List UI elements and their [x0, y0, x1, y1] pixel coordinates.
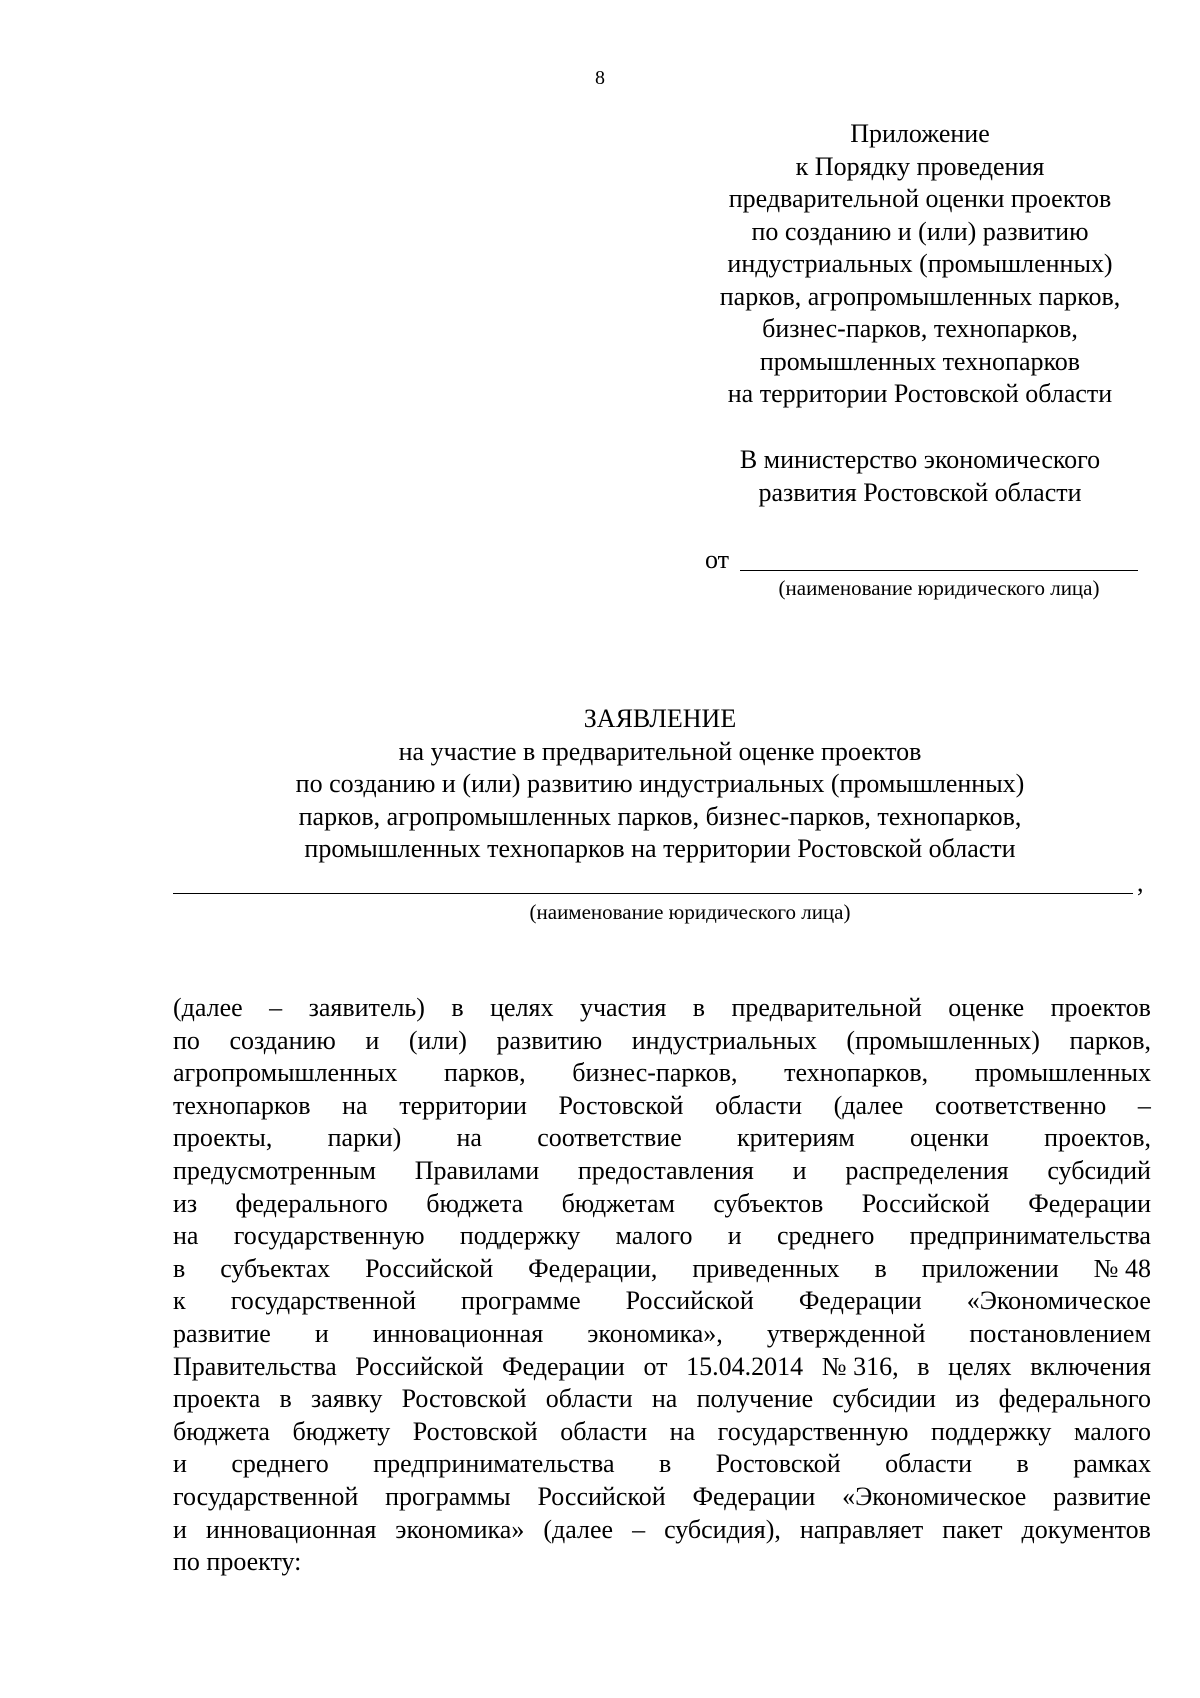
body-word: и [173, 1514, 187, 1544]
body-line [173, 1057, 1151, 1090]
body-word: в [1016, 1449, 1029, 1479]
body-word: области [885, 1449, 972, 1479]
body-word: и [792, 1155, 807, 1185]
body-word: постановлением [969, 1318, 1151, 1348]
body-word: малого [1073, 1416, 1151, 1446]
body-word: № 316, [821, 1351, 899, 1381]
body-word: индустриальных [631, 1025, 817, 1055]
body-word: Федерации [798, 1286, 922, 1316]
body-word: заявитель) [308, 993, 425, 1022]
body-word: целях [490, 993, 554, 1022]
subtitle-line: на участие в предварительной оценке проектов [398, 736, 922, 766]
body-line [173, 1514, 1151, 1547]
body-word: федерального [998, 1384, 1151, 1414]
subtitle-line: парков, агропромышленных парков, бизнес-парков, технопарков, [298, 801, 1022, 831]
appendix-line: предварительной оценки проектов [728, 184, 1112, 213]
body-word: среднего [231, 1449, 329, 1479]
appendix-line: индустриальных (промышленных) [727, 249, 1113, 278]
body-word: государственную [233, 1221, 425, 1251]
body-word: предусмотренным [173, 1155, 376, 1185]
body-word: развитие [173, 1318, 271, 1348]
body-word: предпринимательства [909, 1221, 1151, 1251]
body-word: Федерации, [528, 1253, 658, 1283]
body-word: приложении [921, 1253, 1059, 1283]
body-line [173, 1122, 1151, 1155]
body-word: Ростовской [558, 1090, 684, 1120]
body-word: и [314, 1318, 329, 1348]
body-word: оценки [909, 1123, 989, 1153]
body-word: распределения [845, 1155, 1009, 1185]
body-word: – [269, 993, 283, 1022]
body-word: проектов, [1044, 1123, 1151, 1153]
body-word: развитию [496, 1025, 603, 1055]
body-word: к [173, 1286, 186, 1316]
body-word: по проекту: [173, 1547, 302, 1577]
body-word: на [669, 1416, 696, 1446]
entity-name-caption: (наименование юридического лица) [529, 900, 851, 924]
body-word: (далее [833, 1090, 904, 1120]
body-word: субъектах [220, 1253, 331, 1283]
body-word: № 48 [1093, 1253, 1151, 1283]
body-word: в [451, 993, 464, 1022]
body-word: «Экономическое [966, 1286, 1151, 1316]
body-word: рамках [1073, 1449, 1151, 1479]
body-line [173, 1351, 1151, 1384]
body-word: участия [579, 993, 667, 1022]
body-word: (далее [543, 1514, 614, 1544]
body-line [173, 1285, 1151, 1318]
body-word: на [651, 1384, 678, 1414]
body-line [173, 1416, 1151, 1449]
body-word: приведенных [692, 1253, 840, 1283]
body-word: бюджета [173, 1416, 270, 1446]
body-word: субъектов [713, 1188, 824, 1218]
body-word: парков, [444, 1058, 526, 1088]
body-word: Российской [355, 1351, 484, 1381]
body-word: критериям [736, 1123, 855, 1153]
body-word: Федерации [692, 1481, 816, 1511]
body-line [173, 1481, 1151, 1514]
body-word: бюджетам [561, 1188, 675, 1218]
body-word: – [1137, 1090, 1151, 1120]
body-word: области [715, 1090, 802, 1120]
body-word: агропромышленных [173, 1058, 398, 1088]
entity-name-blank-line [173, 893, 1133, 894]
body-word: включения [1030, 1351, 1151, 1381]
body-line [173, 1318, 1151, 1351]
body-word: документов [1021, 1514, 1151, 1544]
body-word: поддержку [931, 1416, 1052, 1446]
body-word: (промышленных) [846, 1025, 1040, 1055]
addressee-block [680, 443, 1160, 509]
body-word: Российской [625, 1286, 754, 1316]
body-word: инновационная [372, 1318, 544, 1348]
body-word: направляет [799, 1514, 924, 1544]
body-line [173, 1383, 1151, 1416]
body-line [173, 1090, 1151, 1123]
body-word: экономика», [587, 1318, 723, 1348]
body-word: соответственно [934, 1090, 1107, 1120]
body-word: государственной [173, 1481, 359, 1511]
body-word: субсидий [1047, 1155, 1151, 1185]
body-word: в [917, 1351, 930, 1381]
body-word: программе [461, 1286, 581, 1316]
document-title: ЗАЯВЛЕНИЕ [583, 704, 737, 733]
body-word: программы [385, 1481, 511, 1511]
body-word: соответствие [537, 1123, 682, 1153]
appendix-line: парков, агропромышленных парков, [719, 281, 1121, 311]
body-word: созданию [229, 1025, 336, 1055]
body-word: Федерации [1028, 1188, 1151, 1218]
appendix-line: бизнес-парков, технопарков, [762, 314, 1078, 343]
appendix-line: к Порядку проведения [795, 151, 1045, 181]
body-word: из [955, 1384, 980, 1414]
body-word: Правилами [414, 1155, 540, 1185]
from-entity-blank-line [740, 570, 1138, 571]
subtitle-line: по созданию и (или) развитию индустриальных (промышленных) [295, 769, 1025, 798]
body-word: бюджету [292, 1416, 391, 1446]
body-word: субсидия), [664, 1514, 781, 1544]
body-word: Российской [365, 1253, 494, 1283]
body-word: в [658, 1449, 672, 1479]
body-word: государственной [230, 1286, 416, 1316]
appendix-header [680, 118, 1160, 411]
body-word: области [560, 1416, 648, 1446]
body-word: Российской [861, 1188, 990, 1218]
body-word: территории [399, 1090, 527, 1120]
body-word: 15.04.2014 [686, 1351, 804, 1381]
appendix-line: промышленных технопарков [759, 346, 1081, 376]
body-word: и [365, 1025, 380, 1055]
body-word: области [545, 1384, 633, 1414]
appendix-line: по созданию и (или) развитию [751, 216, 1089, 246]
body-word: парки) [327, 1123, 402, 1153]
body-word: проектов [1050, 993, 1151, 1022]
body-word: проекта [173, 1384, 261, 1414]
body-word: Правительства [173, 1351, 337, 1381]
body-word: предпринимательства [373, 1449, 615, 1479]
body-word: от [643, 1351, 668, 1381]
appendix-line: на территории Ростовской области [727, 379, 1113, 408]
document-title-block [0, 703, 1200, 866]
entity-name-comma: , [1137, 868, 1144, 897]
body-word: утвержденной [766, 1318, 926, 1348]
body-line [173, 1220, 1151, 1253]
body-word: развитие [1053, 1481, 1151, 1511]
body-line [173, 1546, 1151, 1579]
body-word: федерального [235, 1188, 388, 1218]
body-word: пакет [942, 1514, 1003, 1544]
body-line [173, 1188, 1151, 1221]
body-word: на [342, 1090, 368, 1120]
body-word: бизнес-парков, [572, 1058, 738, 1088]
body-word: «Экономическое [842, 1481, 1027, 1511]
body-word: оценке [948, 993, 1025, 1022]
from-label: от [705, 545, 730, 574]
subtitle-line: промышленных технопарков на территории Ростовской области [304, 834, 1016, 863]
body-word: Ростовской [715, 1449, 841, 1479]
body-line [173, 1253, 1151, 1286]
body-word: в [874, 1253, 887, 1283]
body-paragraph [173, 992, 1151, 1579]
body-line [173, 1155, 1151, 1188]
body-word: на [456, 1123, 482, 1153]
body-word: экономика» [395, 1514, 525, 1544]
body-word: среднего [776, 1221, 875, 1251]
body-word: получение [696, 1384, 814, 1414]
addressee-line: развития Ростовской области [758, 478, 1082, 507]
body-word: парков, [1069, 1025, 1151, 1055]
body-word: на [173, 1221, 199, 1251]
body-word: в [692, 993, 706, 1022]
body-word: поддержку [459, 1221, 581, 1251]
body-word: по [173, 1025, 200, 1055]
addressee-line: В министерство экономического [739, 445, 1101, 474]
body-word: предоставления [577, 1155, 754, 1185]
body-word: и [727, 1221, 742, 1251]
body-line [173, 992, 1151, 1025]
body-word: технопарков [173, 1090, 311, 1120]
body-word: в [279, 1384, 292, 1414]
body-word: инновационная [205, 1514, 377, 1544]
body-word: Федерации [502, 1351, 625, 1381]
body-word: из [173, 1188, 198, 1218]
body-word: Ростовской [401, 1384, 527, 1414]
body-word: (или) [408, 1025, 467, 1055]
body-line [173, 1025, 1151, 1058]
body-word: и [173, 1449, 187, 1479]
body-line [173, 1448, 1151, 1481]
body-word: Ростовской [412, 1416, 538, 1446]
body-word: целях [948, 1351, 1012, 1381]
body-word: (далее [173, 993, 243, 1022]
page-number: 8 [595, 67, 605, 89]
body-word: промышленных [974, 1058, 1151, 1088]
body-word: Российской [537, 1481, 666, 1511]
appendix-line: Приложение [850, 119, 990, 148]
body-word: технопарков, [784, 1058, 929, 1088]
body-word: проекты, [173, 1123, 273, 1153]
body-word: малого [615, 1221, 693, 1251]
body-word: в [173, 1253, 186, 1283]
from-entity-caption: (наименование юридического лица) [778, 576, 1100, 600]
body-word: заявку [311, 1384, 383, 1414]
body-word: – [632, 1514, 646, 1544]
body-word: бюджета [426, 1188, 524, 1218]
body-word: субсидии [832, 1384, 936, 1414]
body-word: государственную [717, 1416, 909, 1446]
body-word: предварительной [731, 993, 922, 1022]
